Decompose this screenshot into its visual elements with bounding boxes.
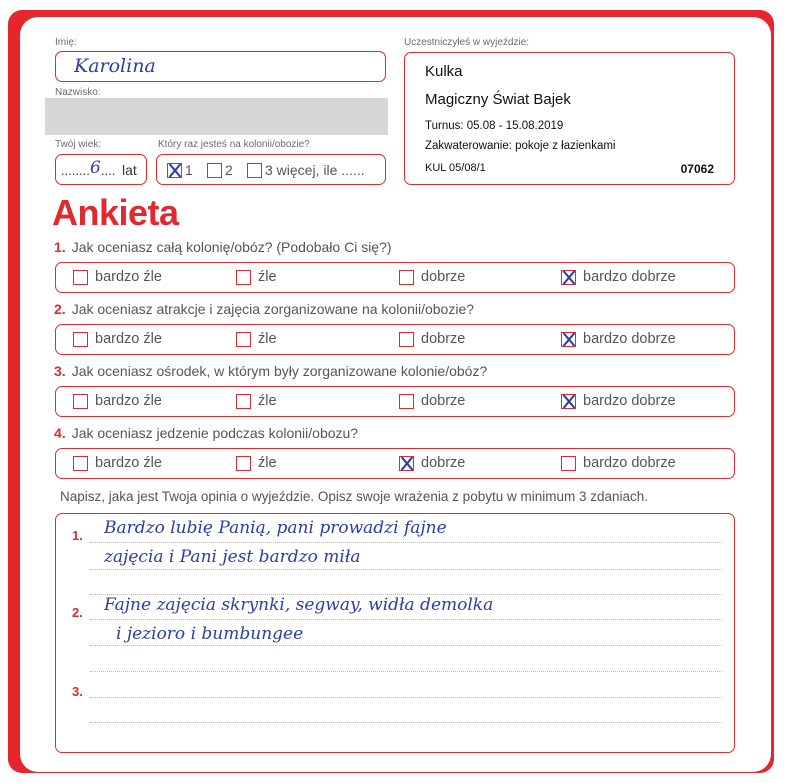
ktory-raz-2-label: 2 [225,162,233,178]
option-label: bardzo źle [95,393,162,409]
rating-checkbox[interactable] [561,332,576,347]
option-label: bardzo dobrze [583,393,676,409]
question-1 [54,239,392,255]
rating-checkbox[interactable] [73,332,88,347]
option-label: źle [258,393,277,409]
option[interactable] [236,393,277,409]
page-title: Ankieta [52,192,179,233]
answer-2-line-1: Fajne zajęcia skrynki, segway, widła demolka [104,595,494,615]
option[interactable] [73,331,162,347]
ruled-line [90,645,722,646]
rating-checkbox[interactable] [399,394,414,409]
option-label: źle [258,269,277,285]
camp-turnus: Turnus: 05.08 - 15.08.2019 [425,120,564,132]
camp-code: KUL 05/08/1 [425,162,486,174]
option[interactable] [399,269,465,285]
nazwisko-label: Nazwisko: [55,87,101,98]
option[interactable] [236,455,277,471]
ktory-raz-2-checkbox[interactable] [207,163,222,178]
imie-value: Karolina [74,55,156,77]
option[interactable] [561,455,676,471]
ktory-raz-3-label: 3 więcej, ile ...... [265,162,365,178]
essay-box[interactable] [55,513,735,753]
option-label: dobrze [421,269,466,285]
answer-2-line-2: i jezioro i bumbungee [116,624,304,644]
wiek-label: Twój wiek: [55,139,102,150]
question-2 [54,301,474,317]
question-4 [54,425,358,441]
ktory-raz-label: Który raz jesteś na kolonii/obozie? [158,139,310,150]
ruled-line [90,697,722,698]
wiek-dots-right: .... [101,163,116,178]
rating-checkbox[interactable] [73,270,88,285]
camp-name: Kulka [425,63,463,80]
answer-1-number: 1. [72,528,83,543]
answer-options-4 [55,448,735,479]
ruled-line [90,569,722,570]
rating-checkbox[interactable] [236,456,251,471]
option[interactable] [561,269,676,285]
question-number: 4. [54,425,66,441]
option[interactable] [73,269,162,285]
option[interactable] [399,331,465,347]
rating-checkbox[interactable] [73,394,88,409]
imie-label: Imię: [55,37,77,48]
question-text: Jak oceniasz ośrodek, w którym były zorganizowane kolonie/obóz? [71,363,488,379]
camp-number: 07062 [680,162,714,176]
question-3 [54,363,487,379]
wiek-field[interactable] [55,154,147,185]
option-label: bardzo dobrze [583,269,676,285]
ruled-line [90,722,722,723]
option[interactable] [399,393,465,409]
imie-field[interactable] [55,51,386,82]
rating-checkbox[interactable] [236,270,251,285]
ruled-line [90,671,722,672]
option[interactable] [73,393,162,409]
option[interactable] [236,331,277,347]
rating-checkbox[interactable] [73,456,88,471]
camp-label: Uczestniczyłeś w wyjeździe: [404,37,530,48]
answer-options-1 [55,262,735,293]
rating-checkbox[interactable] [399,332,414,347]
camp-program: Magiczny Świat Bajek [425,91,571,108]
question-number: 1. [54,239,66,255]
wiek-unit: lat [122,162,137,178]
ktory-raz-1-label: 1 [185,162,193,178]
question-text: Jak oceniasz jedzenie podczas kolonii/obozu? [71,425,359,441]
ktory-raz-1-checkbox[interactable] [167,163,182,178]
rating-checkbox[interactable] [561,270,576,285]
rating-checkbox[interactable] [399,270,414,285]
answer-2-number: 2. [72,605,83,620]
option-label: źle [258,331,277,347]
option-label: bardzo dobrze [583,455,676,471]
answer-options-3 [55,386,735,417]
option-label: bardzo źle [95,331,162,347]
camp-zakwaterowanie: Zakwaterowanie: pokoje z łazienkami [425,140,616,152]
rating-checkbox[interactable] [236,394,251,409]
wiek-value: 6 [90,158,101,178]
option-label: bardzo źle [95,269,162,285]
camp-info-box [404,52,735,185]
option-label: bardzo dobrze [583,331,676,347]
ruled-line [90,594,722,595]
ruled-line [90,542,722,543]
rating-checkbox[interactable] [236,332,251,347]
option[interactable] [73,455,162,471]
option[interactable] [561,331,676,347]
rating-checkbox[interactable] [561,456,576,471]
nazwisko-redacted [45,98,388,135]
answer-1-line-2: zajęcia i Pani jest bardzo miła [104,547,361,567]
ruled-line [90,619,722,620]
option-label: dobrze [421,455,466,471]
answer-options-2 [55,324,735,355]
option[interactable] [561,393,676,409]
question-number: 3. [54,363,66,379]
option-label: dobrze [421,331,466,347]
question-number: 2. [54,301,66,317]
option-label: bardzo źle [95,455,162,471]
answer-3-number: 3. [72,684,83,699]
option-label: dobrze [421,393,466,409]
wiek-dots-left: ........ [61,163,90,178]
question-text: Jak oceniasz całą kolonię/obóz? (Podobało Ci się?) [71,239,392,255]
rating-checkbox[interactable] [561,394,576,409]
answer-1-line-1: Bardzo lubię Panią, pani prowadzi fajne [104,518,447,538]
question-text: Jak oceniasz atrakcje i zajęcia zorganizowane na kolonii/obozie? [71,301,475,317]
option[interactable] [399,455,465,471]
ktory-raz-3-checkbox[interactable] [247,163,262,178]
ktory-raz-field [156,154,386,185]
option[interactable] [236,269,277,285]
rating-checkbox[interactable] [399,456,414,471]
essay-instruction: Napisz, jaka jest Twoja opinia o wyjeździe. Opisz swoje wrażenia z pobytu w minimum 3 zdaniach. [60,489,649,504]
option-label: źle [258,455,277,471]
